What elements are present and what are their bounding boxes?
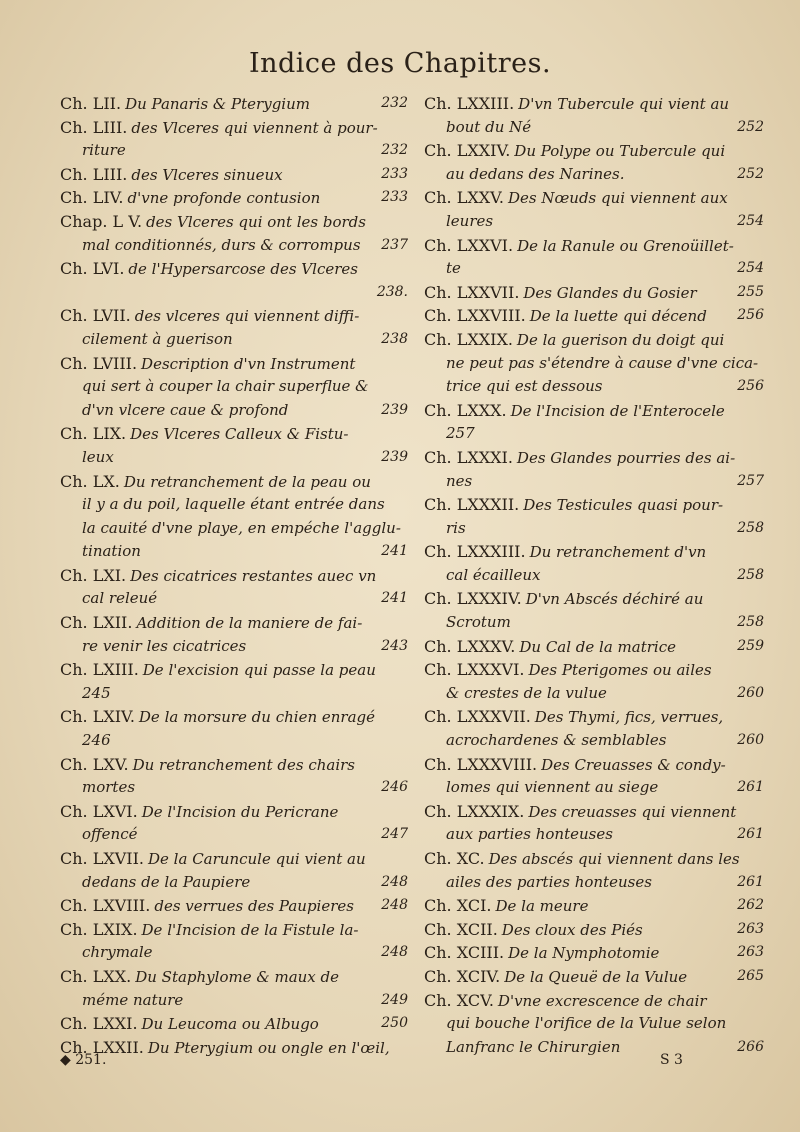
page-number: 232 [381,95,408,111]
toc-entry [60,918,408,965]
toc-entry [424,800,764,847]
page-number: 266 [737,1038,764,1055]
chapter-title: ne peut pas s'étendre à cause d'vne cica- [446,353,759,372]
page-number: 257 [737,472,764,489]
toc-line [424,941,764,965]
toc-line [60,989,408,1013]
chapter-title: Des Thymi, fics, verrues, [534,708,724,727]
toc-entry [424,186,764,233]
toc-line [60,163,408,187]
toc-entry [60,705,408,752]
chapter-title: lomes qui viennent au siege [446,778,659,797]
page-number: 239 [381,448,408,465]
toc-line [424,210,764,234]
chapter-title: De la Queuë de la Vulue [504,967,688,986]
chapter-title: des verrues des Paupieres [154,897,354,916]
page-number: 260 [737,732,764,749]
chapter-number: Ch. LIX. [60,424,127,444]
toc-line [424,281,764,305]
chapter-number: Ch. LXIII. [60,660,139,680]
toc-line [424,470,764,494]
toc-line [60,800,408,824]
page-number: 254 [737,212,764,229]
chapter-title: Du retranchement des chairs [132,755,355,774]
toc-line [60,234,408,258]
toc-line [60,352,408,376]
toc-line [60,257,408,281]
toc-line [424,139,764,163]
chapter-title: qui sert à couper la chair superflue & [82,377,369,396]
toc-line [424,399,764,423]
chapter-title: De la guerison du doigt qui [516,330,725,349]
toc-line [60,210,408,234]
chapter-number: Ch. LXIV. [60,707,135,727]
chapter-title: bout du Né [446,117,532,136]
toc-line [424,540,764,564]
toc-entry [424,304,764,328]
chapter-title: des vlceres qui viennent diffi- [134,307,360,326]
chapter-title: De l'Incision de l'Enterocele [510,401,725,420]
toc-line [60,493,408,517]
toc-line [60,941,408,965]
toc-line [60,658,408,682]
chapter-number: Ch. XCIV. [424,966,501,986]
page-number: 262 [737,897,764,914]
page-number: 250 [381,1015,408,1032]
toc-line [424,611,764,635]
chapter-title: re venir les cicatrices [82,636,247,655]
toc-line [424,352,764,376]
toc-entry [60,116,408,163]
chapter-title: cal écailleux [446,565,541,584]
toc-line [60,422,408,446]
toc-line [60,517,408,541]
chapter-number: Ch. LIII. [60,164,128,184]
toc-entry [60,470,408,564]
chapter-number: Ch. LXXIX. [424,329,513,349]
chapter-number: Ch. LXXXVI. [424,660,525,680]
toc-entry [424,847,764,894]
toc-entry [60,186,408,210]
chapter-title: D'vne excrescence de chair [497,991,707,1010]
chapter-title: Des cloux des Piés [501,920,643,939]
toc-entry [60,422,408,469]
chapter-title: mal conditionnés, durs & corrompus [82,235,361,254]
toc-entry [60,210,408,257]
page-number: 258 [737,614,764,631]
toc-entry [60,611,408,658]
chapter-title: & crestes de la vulue [446,683,607,702]
page-number: 249 [381,991,408,1008]
toc-line [60,965,408,989]
chapter-number: Ch. LXXXIV. [424,589,522,609]
toc-line [424,1012,764,1036]
chapter-number: Ch. LXXXI. [424,447,513,467]
toc-entry [424,139,764,186]
toc-line [60,894,408,918]
chapter-title: D'vn Tubercule qui vient au [518,95,730,113]
toc-line [60,92,408,116]
toc-entry [424,894,764,918]
page-number: 233 [381,165,408,182]
chapter-title: Des Glandes du Gosier [523,283,697,302]
toc-entry [424,328,764,399]
toc-line [60,446,408,470]
toc-entry [424,399,764,446]
chapter-title: la cauité d'vne playe, en empéche l'agglu- [82,518,401,537]
chapter-number: Ch. LVII. [60,306,131,326]
chapter-title: 257 [446,424,475,443]
chapter-number: Ch. LXXXIX. [424,801,525,821]
chapter-title: aux parties honteuses [446,825,613,844]
chapter-number: Ch. XC. [424,849,485,868]
toc-entry [424,587,764,634]
toc-line [424,422,764,446]
toc-line [60,918,408,942]
toc-entry [60,1036,408,1060]
toc-line [424,894,764,918]
chapter-number: Ch. LXXIV. [424,141,511,161]
toc-entry [60,564,408,611]
chapter-number: Ch. LXVIII. [60,896,151,916]
toc-line [60,1036,408,1060]
toc-entry [424,281,764,305]
signature-mark: ◆ 251. [60,1052,107,1068]
page-number: 263 [737,920,764,937]
chapter-title: des Vlceres qui viennent à pour- [131,118,378,137]
page-number: 252 [737,118,764,135]
toc-line [60,281,408,305]
toc-entry [424,965,764,989]
page-number: 256 [737,307,764,324]
page-number: 243 [381,637,408,654]
toc-line [60,611,408,635]
toc-line [424,1036,764,1060]
toc-line [60,186,408,210]
chapter-number: Ch. LXXII. [60,1037,144,1057]
toc-line [424,257,764,281]
chapter-number: Ch. LXXI. [60,1014,138,1034]
toc-line [424,635,764,659]
toc-entry [424,658,764,705]
toc-line [424,564,764,588]
toc-line [60,139,408,163]
toc-entry [424,753,764,800]
chapter-title: Du Polype ou Tubercule qui [514,142,726,161]
chapter-number: Ch. XCV. [424,990,494,1010]
toc-line [424,847,764,871]
chapter-title: Du Panaris & Pterygium [125,95,310,113]
toc-entry [60,800,408,847]
chapter-title: Description d'vn Instrument [141,354,356,373]
toc-line [424,871,764,895]
toc-entry [424,705,764,752]
chapter-number: Ch. XCII. [424,919,498,939]
toc-entry [424,493,764,540]
toc-line [424,163,764,187]
toc-entry [60,304,408,351]
toc-line [424,116,764,140]
toc-line [424,186,764,210]
chapter-title: Des Creuasses & condy- [541,755,726,774]
toc-line [60,540,408,564]
toc-entry [60,753,408,800]
page-number: 252 [737,165,764,182]
page-number: 239 [381,401,408,418]
page-number: 238. [376,283,408,300]
page-number: 256 [737,378,764,395]
chapter-title: Du retranchement d'vn [529,543,707,562]
chapter-number: Ch. LXXXII. [424,495,520,515]
page-number: 247 [381,826,408,843]
page-number: 261 [737,873,764,890]
chapter-title: tination [82,542,141,561]
toc-line [60,470,408,494]
chapter-number: Ch. LIII. [60,117,128,137]
toc-line [60,729,408,753]
chapter-title: leux [82,447,114,466]
chapter-number: Ch. LXI. [60,565,127,585]
toc-line [424,234,764,258]
toc-line [60,587,408,611]
chapter-title: qui bouche l'orifice de la Vulue selon [446,1014,727,1033]
chapter-title: De la meure [495,897,589,916]
chapter-title: De la Nymphotomie [508,944,660,963]
page-number: 232 [381,142,408,159]
chapter-number: Ch. LXXXVII. [424,707,531,727]
chapter-number: Ch. XCI. [424,896,492,916]
toc-line [424,705,764,729]
chapter-title: chrymale [82,943,153,962]
chapter-number: Ch. LVIII. [60,353,138,373]
chapter-title: leures [446,211,494,230]
toc-entry [60,92,408,116]
chapter-number: Ch. LXXVIII. [424,306,526,326]
chapter-title: Du retranchement de la peau ou [123,472,371,491]
page-number: 248 [381,873,408,890]
chapter-title: nes [446,471,473,490]
left-column [60,92,408,1059]
toc-line [60,705,408,729]
toc-line [424,658,764,682]
chapter-title: d'vn vlcere caue & profond [82,400,289,419]
chapter-title: Du Leucoma ou Albugo [141,1015,319,1034]
toc-line [424,587,764,611]
chapter-title: 245 [82,683,111,702]
page-number: 248 [381,944,408,961]
chapter-title: Des Testicules quasi pour- [523,496,724,515]
chapter-title: Du Cal de la matrice [519,637,676,656]
chapter-number: Ch. LVI. [60,259,125,279]
page-number: 241 [381,590,408,607]
toc-entry [60,257,408,304]
chapter-number: Ch. LXVI. [60,801,138,821]
toc-entry [60,352,408,423]
page-number: 246 [381,779,408,796]
toc-line [60,116,408,140]
toc-line [60,776,408,800]
chapter-title: Des Pterigomes ou ailes [528,661,712,680]
chapter-title: d'vne profonde contusion [127,189,321,208]
chapter-title: de l'Hypersarcose des Vlceres [128,260,358,279]
chapter-title: De la morsure du chien enragé [138,708,376,727]
chapter-title: méme nature [82,990,184,1009]
page-number: 238 [381,330,408,347]
toc-line [60,328,408,352]
chapter-title: Addition de la maniere de fai- [136,614,363,633]
right-column [424,92,764,1059]
toc-line [424,682,764,706]
toc-line [424,493,764,517]
toc-entry [424,918,764,942]
page-number: 248 [381,897,408,914]
chapter-title: Du Staphylome & maux de [135,967,340,986]
toc-entry [424,989,764,1060]
page-number: 265 [737,967,764,984]
toc-line [60,399,408,423]
toc-line [424,753,764,777]
page-number: 261 [737,779,764,796]
toc-entry [60,847,408,894]
toc-line [60,304,408,328]
chapter-title: D'vn Abscés déchiré au [525,590,704,609]
chapter-title: Lanfranc le Chirurgien [446,1037,621,1056]
chapter-title: De l'Incision du Pericrane [141,802,339,821]
page-number: 260 [737,684,764,701]
toc-entry [424,941,764,965]
toc-line [424,776,764,800]
toc-line [60,871,408,895]
chapter-title: Des Nœuds qui viennent aux [507,189,728,208]
chapter-title: De la Caruncule qui vient au [148,850,366,868]
page-number: 233 [381,189,408,206]
toc-entry [60,1012,408,1036]
chapter-number: Ch. LXII. [60,613,133,633]
page-number: 258 [737,566,764,583]
toc-line [60,823,408,847]
chapter-number: Ch. LXV. [60,754,129,774]
toc-line [424,304,764,328]
toc-line [60,682,408,706]
toc-line [60,564,408,588]
chapter-title: il y a du poil, laquelle étant entrée dans [82,495,385,514]
page-title: Indice des Chapitres. [248,48,552,79]
chapter-number: Ch. LXXXIII. [424,542,526,562]
toc-line [424,328,764,352]
toc-line [424,989,764,1013]
toc-line [424,800,764,824]
toc-entry [60,163,408,187]
chapter-title: te [446,259,461,278]
chapter-title: des Vlceres sinueux [131,165,283,184]
chapter-title: cal releué [82,589,158,608]
toc-entry [424,92,764,139]
chapter-number: Ch. LII. [60,94,122,113]
chapter-title: ris [446,518,466,537]
chapter-number: Ch. LXX. [60,966,132,986]
page-number: 259 [737,637,764,654]
toc-line [424,517,764,541]
toc-entry [60,894,408,918]
chapter-title: Du Pterygium ou ongle en l'œil, [147,1038,390,1057]
page-number: 241 [381,543,408,560]
page-number: 237 [381,236,408,253]
chapter-number: Ch. LX. [60,471,120,491]
chapter-number: Ch. XCIII. [424,943,505,963]
chapter-title: ailes des parties honteuses [446,872,652,891]
chapter-number: Ch. LXXVI. [424,235,514,255]
chapter-number: Ch. LXIX. [60,919,138,939]
chapter-title: des Vlceres qui ont les bords [146,212,366,231]
page-number: 255 [737,283,764,300]
chapter-number: Ch. LXXXV. [424,636,516,656]
toc-entry [60,965,408,1012]
chapter-title: riture [82,141,126,160]
catchword: S 3 [660,1052,683,1068]
chapter-title: Des Vlceres Calleux & Fistu- [130,425,349,444]
toc-entry [424,540,764,587]
chapter-number: Ch. LXXVII. [424,282,520,302]
toc-entry [424,234,764,281]
chapter-number: Chap. L V. [60,211,143,231]
toc-line [424,92,764,116]
page-number: 258 [737,519,764,536]
chapter-title: dedans de la Paupiere [82,872,251,891]
chapter-title: Des Glandes pourries des ai- [516,448,736,467]
chapter-title: Scrotum [446,613,511,632]
toc-entry [424,635,764,659]
chapter-number: Ch. LXXX. [424,400,507,420]
chapter-number: Ch. LIV. [60,188,124,208]
toc-line [424,446,764,470]
chapter-title: Des abscés qui viennent dans les [488,850,740,868]
chapter-title: 246 [82,731,111,750]
toc-line [424,823,764,847]
page-number: 254 [737,260,764,277]
toc-line [424,375,764,399]
chapter-number: Ch. LXXV. [424,188,504,208]
chapter-number: Ch. LXXXVIII. [424,754,538,774]
chapter-title: au dedans des Narines. [446,164,625,183]
chapter-title: De l'excision qui passe la peau [142,661,376,680]
toc-line [424,965,764,989]
chapter-number: Ch. LXVII. [60,849,145,868]
chapter-title: Des creuasses qui viennent [528,802,737,821]
toc-line [60,847,408,871]
chapter-title: mortes [82,778,136,797]
chapter-title: offencé [82,825,138,844]
toc-line [424,918,764,942]
chapter-title: De la luette qui décend [529,307,707,326]
toc-line [60,375,408,399]
chapter-title: acrochardenes & semblables [446,731,667,750]
toc-entry [424,446,764,493]
chapter-title: cilement à guerison [82,329,233,348]
chapter-title: trice qui est dessous [446,377,603,396]
toc-entry [60,658,408,705]
page-number: 263 [737,944,764,961]
chapter-title: De l'Incision de la Fistule la- [141,920,359,939]
page-number: 261 [737,826,764,843]
chapter-number: Ch. LXXIII. [424,94,515,113]
chapter-title: Des cicatrices restantes auec vn [130,566,377,585]
toc-line [60,635,408,659]
toc-line [60,753,408,777]
toc-line [424,729,764,753]
chapter-title: De la Ranule ou Grenoüillet- [517,236,734,255]
toc-line [60,1012,408,1036]
